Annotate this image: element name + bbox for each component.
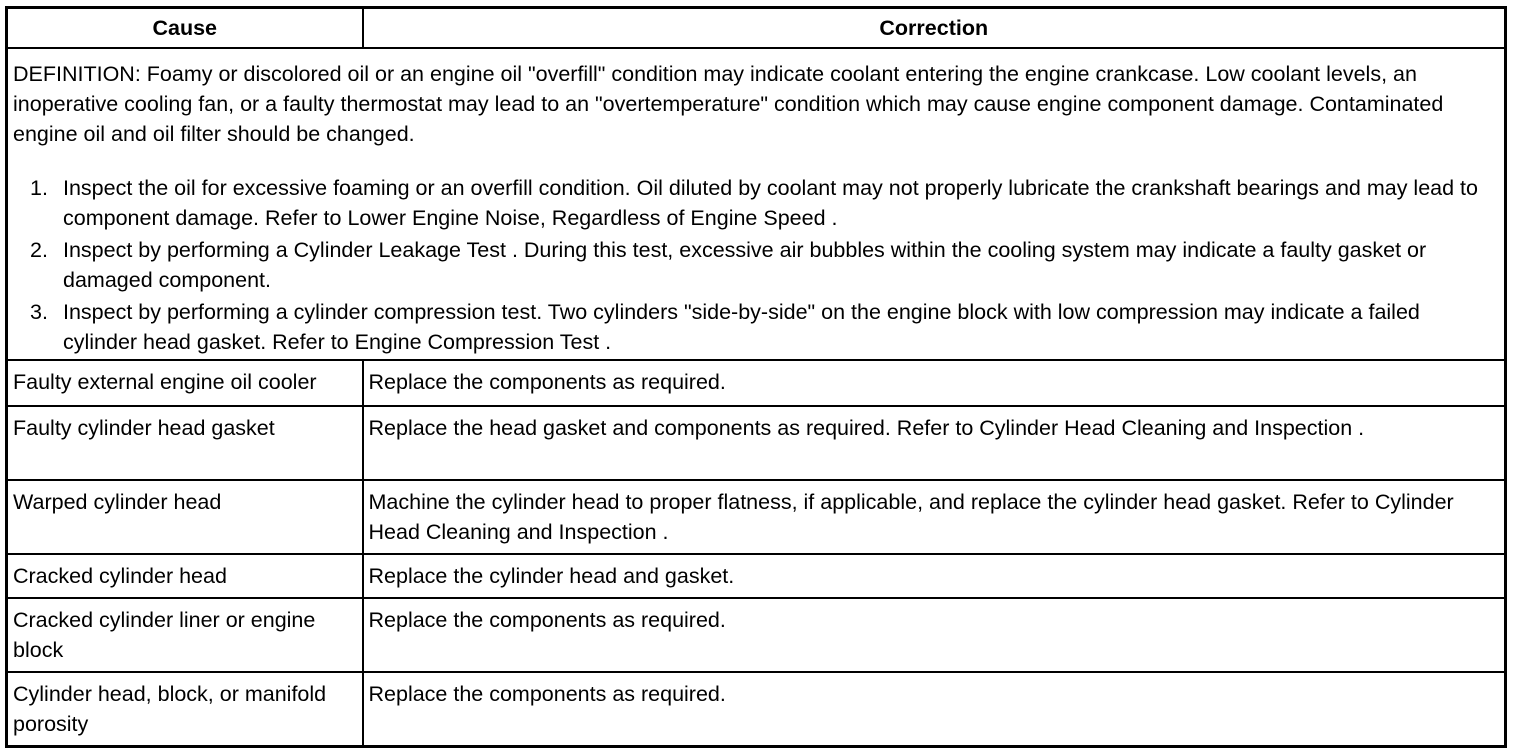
correction-cell: Replace the components as required.: [363, 360, 1506, 406]
step-text: Inspect the oil for excessive foaming or an overfill condition. Oil diluted by coolant may not properly lubricate the crankshaft bearings and may lead to component damage. Refer to Lower Engine Noise, Regardless of Engine Speed .: [63, 176, 1478, 230]
diagnostic-table: [5, 6, 1507, 748]
header-cause: Cause: [7, 8, 363, 49]
cause-cell: Warped cylinder head: [7, 480, 363, 554]
correction-cell: Replace the components as required.: [363, 598, 1506, 672]
correction-cell: Machine the cylinder head to proper flatness, if applicable, and replace the cylinder head gasket. Refer to Cylinder Head Cleaning and Inspection .: [363, 480, 1506, 554]
step-item: [13, 173, 1499, 233]
step-number: 2.: [30, 238, 48, 262]
step-text: Inspect by performing a cylinder compression test. Two cylinders "side-by-side" on the engine block with low compression may indicate a failed cylinder head gasket. Refer to Engine Compression Test .: [63, 300, 1420, 354]
step-item: [13, 235, 1499, 295]
header-correction: Correction: [363, 8, 1506, 49]
cause-cell: Cracked cylinder liner or engine block: [7, 598, 363, 672]
step-text: Inspect by performing a Cylinder Leakage Test . During this test, excessive air bubbles within the cooling system may indicate a faulty gasket or damaged component.: [63, 238, 1427, 292]
cause-cell: Cylinder head, block, or manifold porosity: [7, 672, 363, 747]
definition-text: DEFINITION: Foamy or discolored oil or an engine oil "overfill" condition may indicate coolant entering the engine crankcase. Low coolant levels, an inoperative cooling fan, or a faulty thermostat may lead to an "overtemperature" condition which may cause engine component damage. Contaminated engine oil and oil filter should be changed.: [13, 62, 1444, 146]
definition-row: [7, 48, 1506, 360]
table-row: [7, 360, 1506, 406]
step-item: [13, 297, 1499, 357]
step-number: 1.: [30, 176, 48, 200]
table-row: [7, 598, 1506, 672]
table-row: [7, 480, 1506, 554]
table-row: [7, 672, 1506, 747]
inspection-steps: [13, 173, 1499, 357]
step-number: 3.: [30, 300, 48, 324]
cause-cell: Cracked cylinder head: [7, 554, 363, 598]
definition-cell: [7, 48, 1506, 360]
cause-cell: Faulty external engine oil cooler: [7, 360, 363, 406]
correction-cell: Replace the cylinder head and gasket.: [363, 554, 1506, 598]
table-row: [7, 554, 1506, 598]
correction-cell: Replace the head gasket and components as required. Refer to Cylinder Head Cleaning and Inspection .: [363, 406, 1506, 480]
cause-cell: Faulty cylinder head gasket: [7, 406, 363, 480]
header-row: [7, 8, 1506, 49]
correction-cell: Replace the components as required.: [363, 672, 1506, 747]
table-row: [7, 406, 1506, 480]
